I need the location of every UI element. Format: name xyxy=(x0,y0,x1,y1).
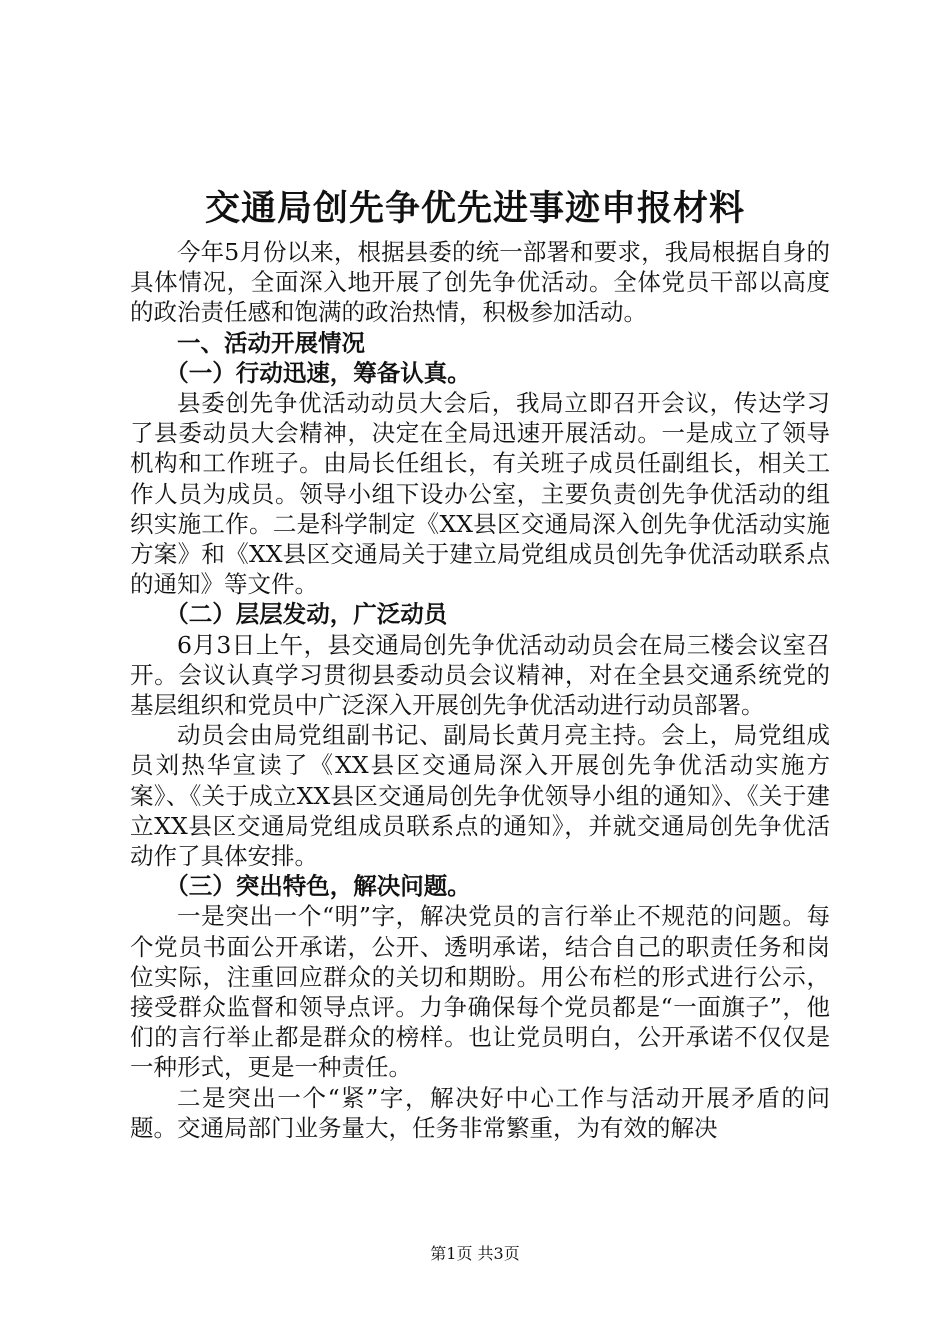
paragraph: 县委创先争优活动动员大会后，我局立即召开会议，传达学习了县委动员大会精神，决定在全局迅速开展活动。一是成立了领导机构和工作班子。由局长任组长，有关班子成员任副组长，相关工作人员为成员。领导小组下设办公室，主要负责创先争优活动的组织实施工作。二是科学制定《XX县区交通局深入创先争优活动实施方案》和《XX县区交通局关于建立局党组成员创先争优活动联系点的通知》等文件。 xyxy=(130,389,830,599)
document-title: 交通局创先争优先进事迹申报材料 xyxy=(204,188,745,229)
paragraph: 动员会由局党组副书记、副局长黄月亮主持。会上，局党组成员刘热华宣读了《XX县区交通局深入开展创先争优活动实施方案》、《关于成立XX县区交通局创先争优领导小组的通知》、《关于建立XX县区交通局党组成员联系点的通知》，并就交通局创先争优活动作了具体安排。 xyxy=(130,721,830,871)
document-body xyxy=(130,237,830,1143)
subsection-heading: （二）层层发动，广泛动员 xyxy=(165,600,448,629)
paragraph: 一是突出一个“明”字，解决党员的言行举止不规范的问题。每个党员书面公开承诺，公开、透明承诺，结合自己的职责任务和岗位实际，注重回应群众的关切和期盼。用公布栏的形式进行公示，接受群众监督和领导点评。力争确保每个党员都是“一面旗子”，他们的言行举止都是群众的榜样。也让党员明白，公开承诺不仅仅是一种形式，更是一种责任。 xyxy=(130,902,830,1082)
subsection-heading: （一）行动迅速，筹备认真。 xyxy=(165,358,471,387)
subsection-heading: （三）突出特色，解决问题。 xyxy=(165,872,471,901)
page-number-footer: 第1页 共3页 xyxy=(430,1244,520,1263)
paragraph: 6月3日上午，县交通局创先争优活动动员会在局三楼会议室召开。会议认真学习贯彻县委动员会议精神，对在全县交通系统党的基层组织和党员中广泛深入开展创先争优活动进行动员部署。 xyxy=(130,630,830,720)
paragraph: 今年5月份以来，根据县委的统一部署和要求，我局根据自身的具体情况，全面深入地开展了创先争优活动。全体党员干部以高度的政治责任感和饱满的政治热情，积极参加活动。 xyxy=(130,238,830,327)
paragraph: 二是突出一个“紧”字，解决好中心工作与活动开展矛盾的问题。交通局部门业务量大，任务非常繁重，为有效的解决 xyxy=(130,1083,830,1142)
section-heading: 一、活动开展情况 xyxy=(177,328,365,357)
